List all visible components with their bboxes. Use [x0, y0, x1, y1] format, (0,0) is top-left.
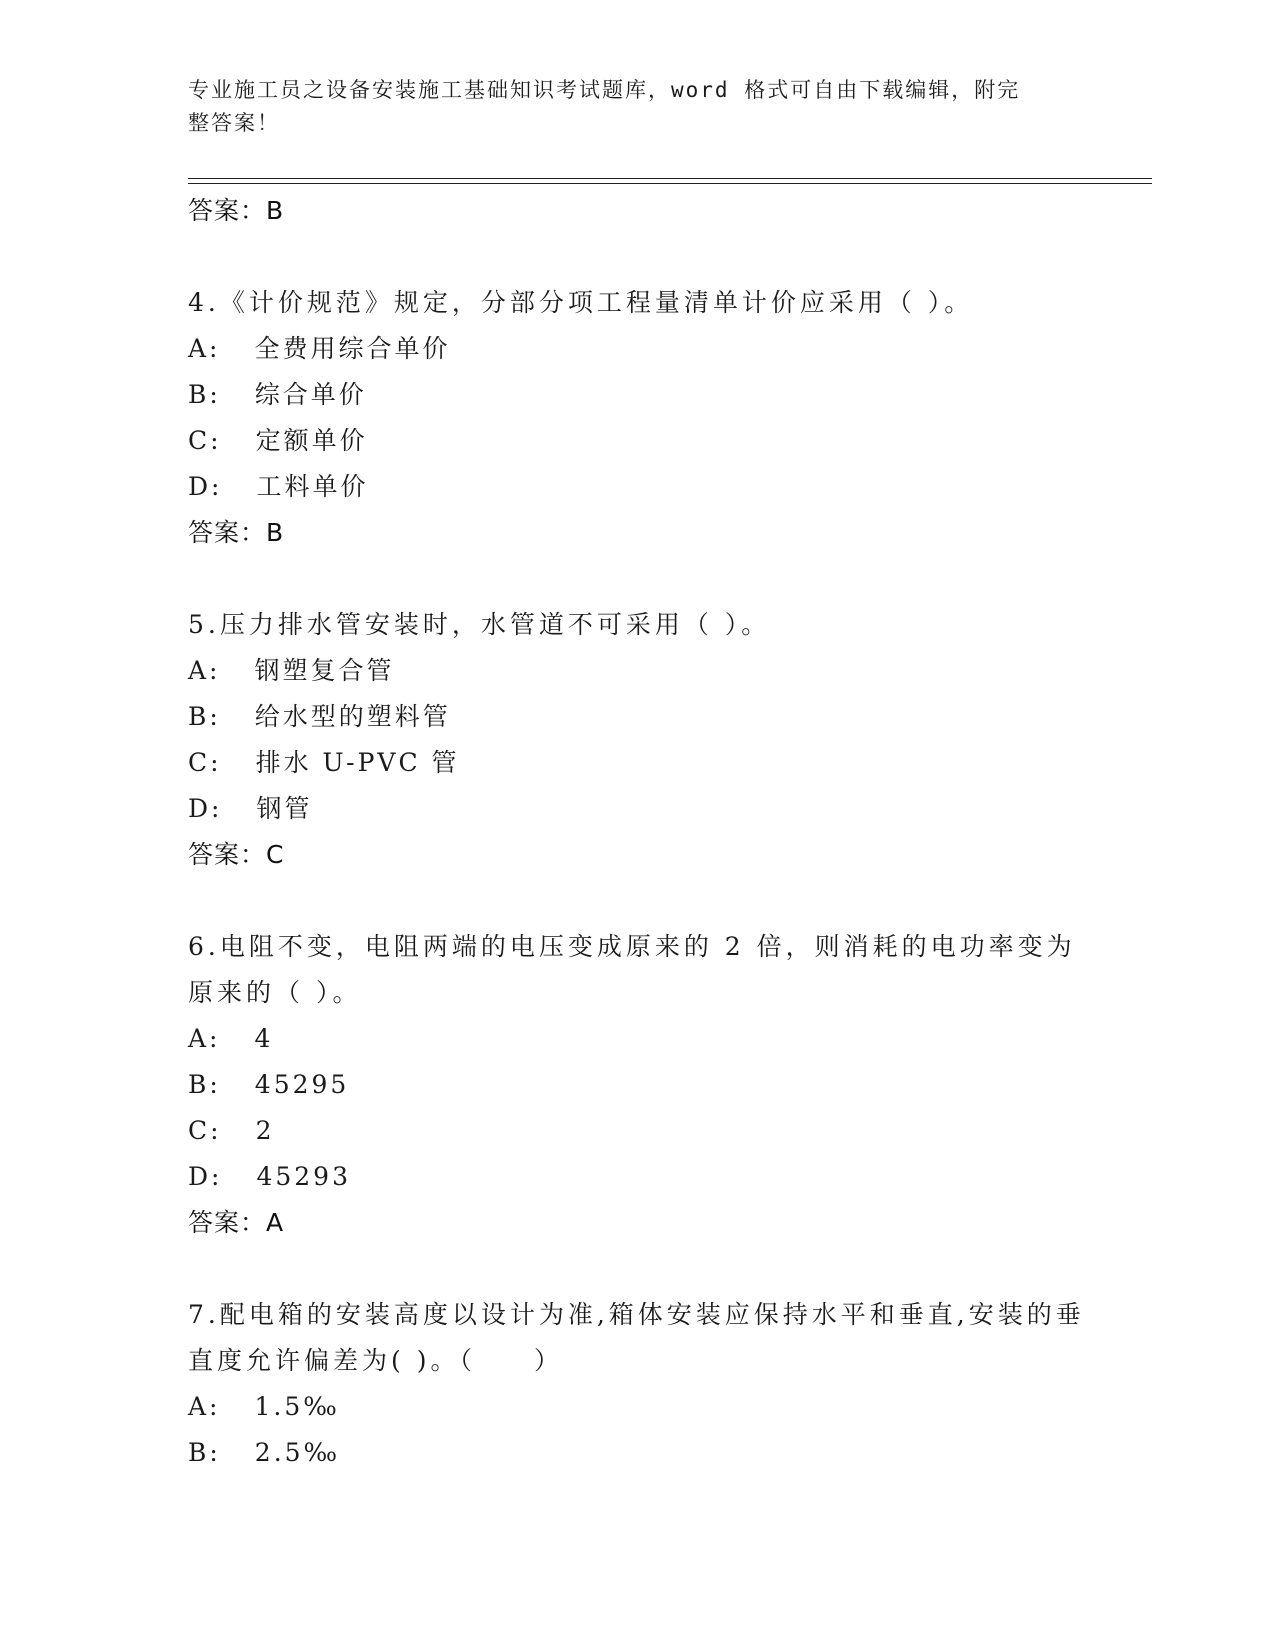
option-key: D:	[188, 794, 223, 823]
option-text: 1.5‰	[254, 1392, 340, 1421]
option-c	[188, 418, 1088, 464]
option-c	[188, 1108, 1088, 1154]
option-text: 工料单价	[256, 472, 369, 501]
answer-line: 答案：B	[188, 518, 285, 547]
option-d	[188, 1154, 1088, 1200]
question-7	[188, 1292, 1088, 1476]
option-key: C:	[188, 1116, 222, 1145]
option-text: 4	[254, 1024, 274, 1053]
option-a	[188, 1016, 1088, 1062]
header-divider-bottom	[188, 183, 1152, 184]
answer-line: 答案：C	[188, 840, 285, 869]
question-stem: 4.《计价规范》规定，分部分项工程量清单计价应采用（ ）。	[188, 288, 974, 317]
option-key: D:	[188, 472, 223, 501]
option-text: 全费用综合单价	[254, 334, 451, 363]
option-key: B:	[188, 702, 221, 731]
option-a	[188, 1384, 1088, 1430]
option-text: 排水 U-PVC 管	[255, 748, 460, 777]
question-stem: 7.配电箱的安装高度以设计为准,箱体安装应保持水平和垂直,安装的垂直度允许偏差为( )。（ ）	[188, 1300, 1085, 1375]
header-line-1: 专业施工员之设备安装施工基础知识考试题库，word 格式可自由下载编辑，附完	[188, 78, 1021, 102]
option-key: A:	[188, 1392, 221, 1421]
answer-line: 答案：B	[188, 196, 285, 225]
question-6	[188, 924, 1088, 1246]
option-a	[188, 648, 1088, 694]
option-key: A:	[188, 334, 221, 363]
option-key: A:	[188, 656, 221, 685]
option-b	[188, 694, 1088, 740]
question-stem: 6.电阻不变，电阻两端的电压变成原来的 2 倍，则消耗的电功率变为原来的（ ）。	[188, 932, 1076, 1007]
option-key: A:	[188, 1024, 221, 1053]
option-text: 2.5‰	[254, 1438, 341, 1467]
option-text: 钢塑复合管	[254, 656, 395, 685]
option-text: 45295	[254, 1070, 350, 1099]
option-key: C:	[188, 748, 222, 777]
option-b	[188, 372, 1088, 418]
option-key: B:	[188, 380, 221, 409]
option-a	[188, 326, 1088, 372]
document-header	[188, 74, 1088, 140]
option-text: 钢管	[256, 794, 313, 823]
option-d	[188, 464, 1088, 510]
option-key: D:	[188, 1162, 223, 1191]
header-divider-top	[188, 178, 1152, 179]
header-line-2: 整答案！	[188, 111, 280, 135]
option-d	[188, 786, 1088, 832]
option-text: 给水型的塑料管	[254, 702, 451, 731]
option-text: 2	[255, 1116, 275, 1145]
option-key: C:	[188, 426, 222, 455]
option-text: 定额单价	[255, 426, 368, 455]
question-stem: 5.压力排水管安装时，水管道不可采用（ ）。	[188, 610, 771, 639]
option-c	[188, 740, 1088, 786]
option-text: 45293	[256, 1162, 351, 1191]
option-text: 综合单价	[254, 380, 367, 409]
option-b	[188, 1430, 1088, 1476]
option-key: B:	[188, 1438, 221, 1467]
question-4	[188, 280, 1088, 556]
option-b	[188, 1062, 1088, 1108]
option-key: B:	[188, 1070, 221, 1099]
answer-line: 答案：A	[188, 1208, 285, 1237]
question-5	[188, 602, 1088, 878]
question-list	[188, 188, 1088, 1476]
